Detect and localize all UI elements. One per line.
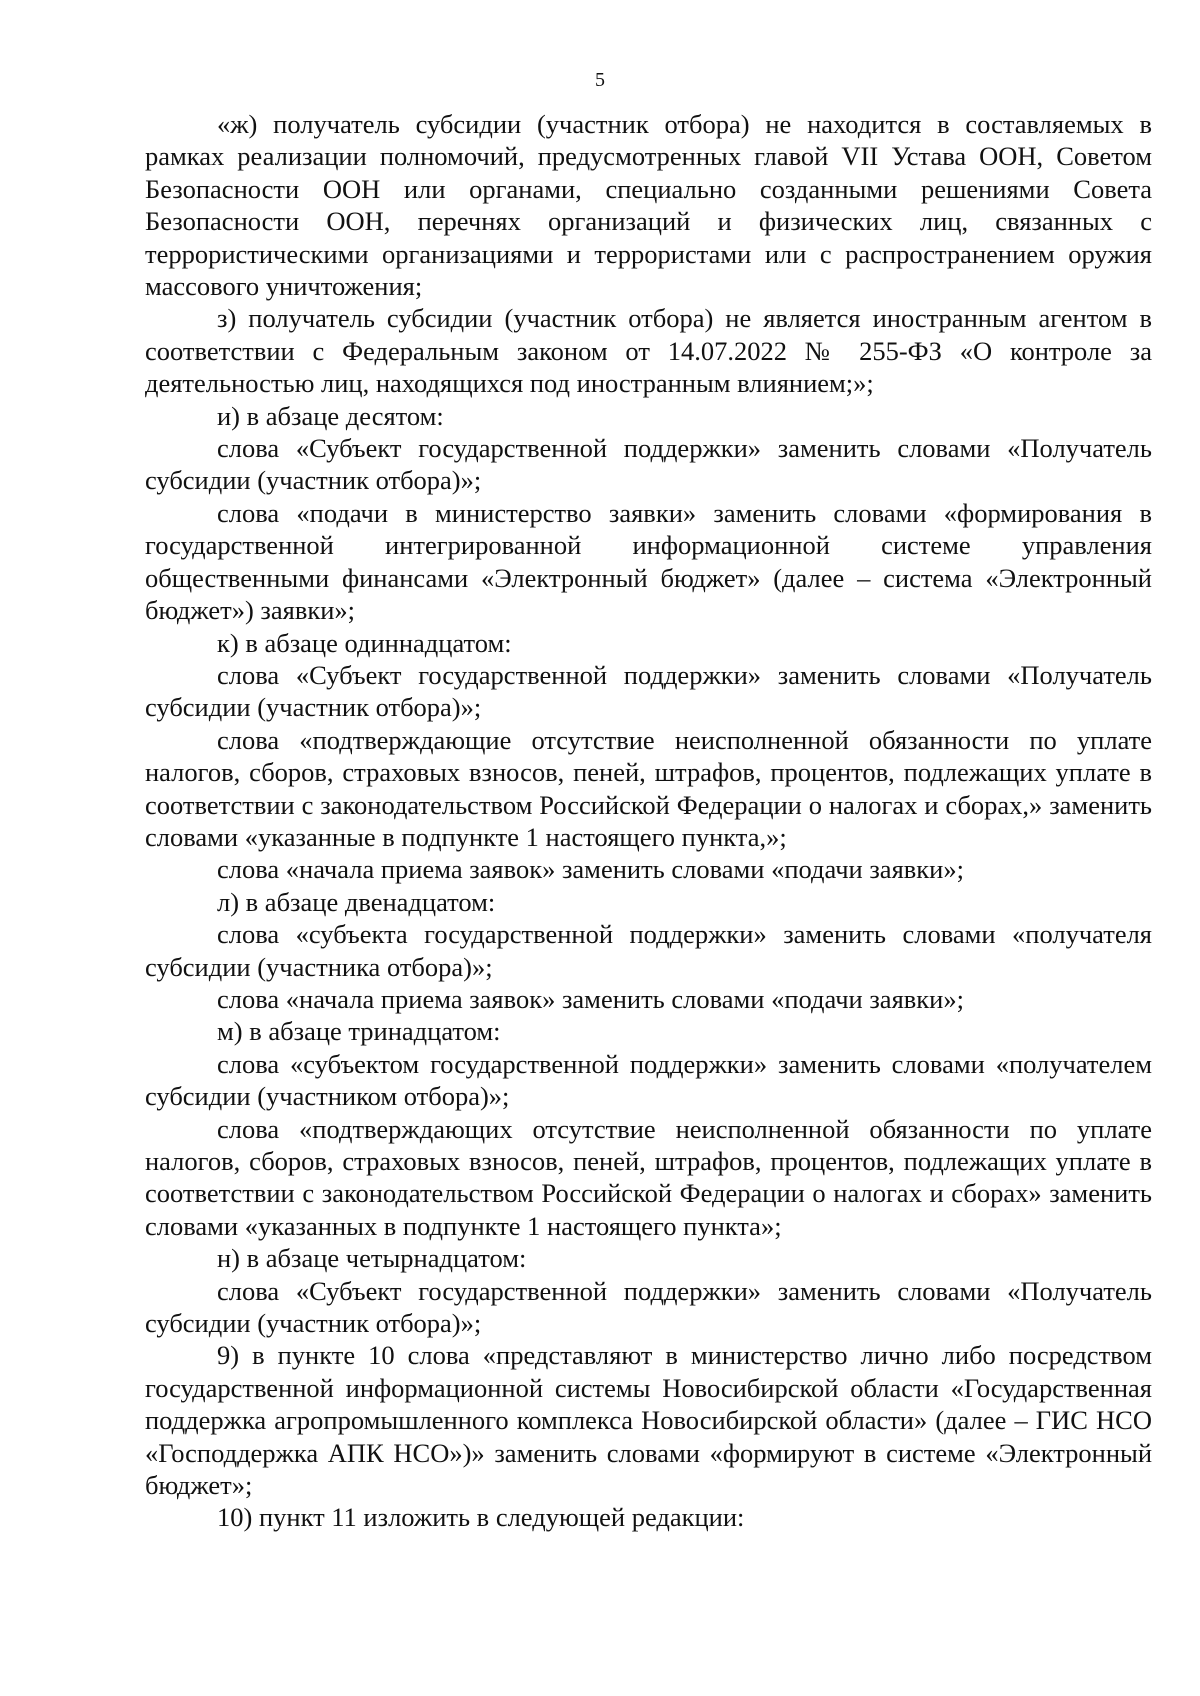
- paragraph-k-replace-1: слова «Субъект государственной поддержки» заменить словами «Получатель субсидии (участник отбора)»;: [145, 659, 1152, 723]
- paragraph-k-replace-2: слова «подтверждающие отсутствие неисполненной обязанности по уплате налогов, сборов, страховых взносов, пеней, штрафов, процентов, подлежащих уплате в соответствии с законодательством Российской Федерации о налогах и сборах,» заменить словами «указанные в подпункте 1 настоящего пункта,»;: [145, 724, 1152, 852]
- paragraph-l-heading: л) в абзаце двенадцатом:: [217, 886, 496, 917]
- paragraph-i-heading: и) в абзаце десятом:: [217, 400, 444, 431]
- paragraph-m-replace-2: слова «подтверждающих отсутствие неисполненной обязанности по уплате налогов, сборов, страховых взносов, пеней, штрафов, процентов, подлежащих уплате в соответствии с законодательством Российской Федерации о налогах и сборах» заменить словами «указанных в подпункте 1 настоящего пункта»;: [145, 1113, 1152, 1241]
- paragraph-i-replace-2: слова «подачи в министерство заявки» заменить словами «формирования в государственной интегрированной информационной системе управления общественными финансами «Электронный бюджет» (далее – система «Электронный бюджет») заявки»;: [145, 497, 1152, 626]
- paragraph-item-10: 10) пункт 11 изложить в следующей редакции:: [217, 1502, 745, 1533]
- document-body: [145, 108, 1152, 1534]
- paragraph-i-replace-1: слова «Субъект государственной поддержки» заменить словами «Получатель субсидии (участник отбора)»;: [145, 433, 1152, 496]
- paragraph-n-replace-1: слова «Субъект государственной поддержки» заменить словами «Получатель субсидии (участник отбора)»;: [145, 1275, 1152, 1339]
- paragraph-l-replace-2: слова «начала приема заявок» заменить словами «подачи заявки»;: [217, 983, 964, 1014]
- page-number: 5: [595, 69, 605, 91]
- paragraph-k-replace-3: слова «начала приема заявок» заменить словами «подачи заявки»;: [217, 854, 964, 885]
- paragraph-l-replace-1: слова «субъекта государственной поддержки» заменить словами «получателя субсидии (участника отбора)»;: [145, 919, 1152, 982]
- paragraph-n-heading: н) в абзаце четырнадцатом:: [217, 1243, 527, 1274]
- paragraph-m-heading: м) в абзаце тринадцатом:: [217, 1016, 501, 1047]
- paragraph-k-heading: к) в абзаце одиннадцатом:: [217, 627, 512, 658]
- paragraph-m-replace-1: слова «субъектом государственной поддержки» заменить словами «получателем субсидии (участником отбора)»;: [145, 1048, 1152, 1112]
- paragraph-zh: «ж) получатель субсидии (участник отбора) не находится в составляемых в рамках реализации полномочий, предусмотренных главой VII Устава ООН, Советом Безопасности ООН или органами, специально созданными решениями Совета Безопасности ООН, перечнях организаций и физических лиц, связанных с террористическими организациями и террористами или с распространением оружия массового уничтожения;: [145, 109, 1152, 302]
- paragraph-z: з) получатель субсидии (участник отбора) не является иностранным агентом в соответствии с Федеральным законом от 14.07.2022 № 255-ФЗ «О контроле за деятельностью лиц, находящихся под иностранным влиянием;»;: [145, 303, 1152, 399]
- paragraph-item-9: 9) в пункте 10 слова «представляют в министерство лично либо посредством государственной информационной системы Новосибирской области «Государственная поддержка агропромышленного комплекса Новосибирской области» (далее – ГИС НСО «Господдержка АПК НСО»)» заменить словами «формируют в системе «Электронный бюджет»;: [145, 1340, 1152, 1501]
